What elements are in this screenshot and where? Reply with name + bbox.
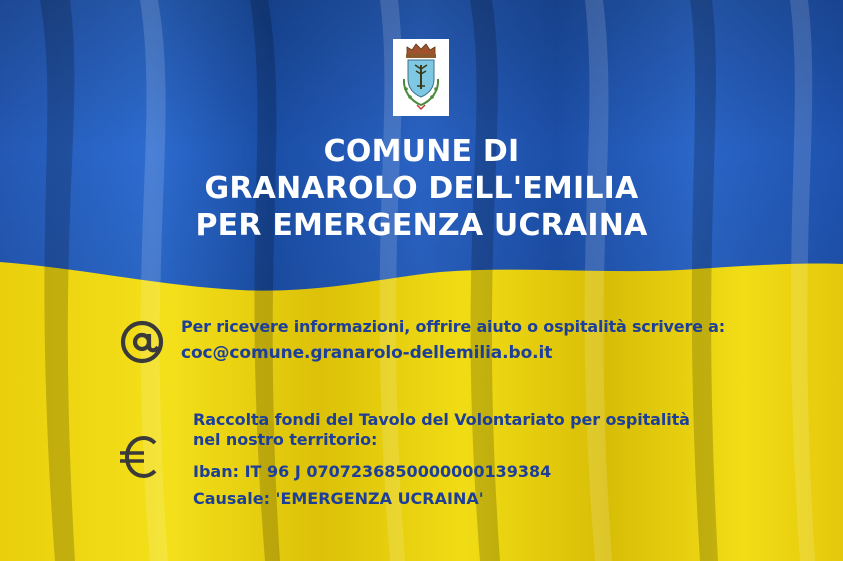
fundraising-heading-line-1: Raccolta fondi del Tavolo del Volontariato per ospitalità	[193, 410, 690, 429]
at-sign-icon	[117, 317, 167, 367]
contact-prompt: Per ricevere informazioni, offrire aiuto o ospitalità scrivere a:	[181, 317, 725, 336]
title-line-2: GRANAROLO DELL'EMILIA	[204, 171, 639, 206]
title-line-1: COMUNE DI	[323, 134, 520, 169]
iban-text: Iban: IT 96 J 0707236850000000139384	[193, 462, 552, 481]
fundraising-details	[193, 458, 551, 512]
page-title	[0, 133, 843, 244]
contact-email-link[interactable]: coc@comune.granarolo-dellemilia.bo.it	[181, 343, 553, 363]
euro-sign-icon	[117, 434, 163, 480]
title-line-3: PER EMERGENZA UCRAINA	[195, 208, 648, 243]
causale-text: Causale: 'EMERGENZA UCRAINA'	[193, 489, 484, 508]
municipal-crest-icon	[393, 39, 449, 116]
fundraising-heading-line-2: nel nostro territorio:	[193, 430, 378, 449]
fundraising-heading	[193, 410, 690, 450]
